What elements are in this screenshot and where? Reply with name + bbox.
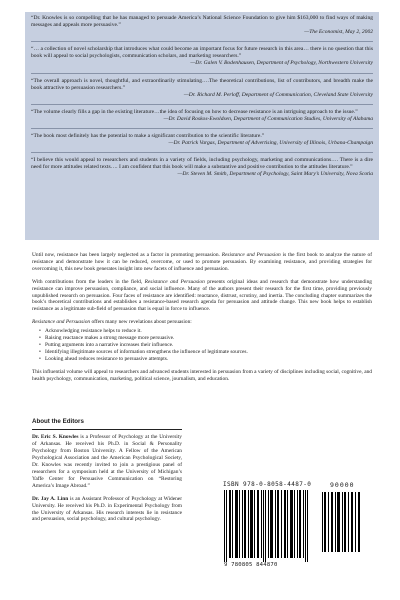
bullet-icon: • bbox=[39, 341, 41, 348]
book-description bbox=[32, 252, 372, 389]
editor-bio: Dr. Eric S. Knowles is a Professor of Psychology at the University of Arkansas. He received his Ph.D. in Social & Personality Psychology from Boston University. A Fellow of the American Psychological Association and the American Psychological Society, Dr. Knowles was recently invited to join a prestigious panel of researchers for a symposium held at the University of Michigan’s Yaffe Center for Persuasive Communication on “Restoring America’s Image Abroad.” bbox=[32, 434, 182, 489]
list-item bbox=[39, 342, 372, 349]
quote-text: “The book most definitely has the potential to make a significant contribution to the scientific literature.” bbox=[31, 133, 265, 140]
book-title: Resistance and Persuasion bbox=[221, 252, 281, 258]
revelations-list bbox=[32, 328, 372, 363]
endorsement-quote bbox=[31, 133, 373, 147]
list-item bbox=[39, 349, 372, 356]
endorsement-quote bbox=[31, 109, 373, 123]
editor-name: Dr. Jay A. Linn bbox=[32, 495, 69, 502]
list-item-text: Identifying illegitimate sources of information strengthens the influence of legitimate sources. bbox=[45, 348, 248, 355]
barcode-icon bbox=[218, 490, 373, 564]
quote-attribution: —Dr. Galen V. Bodenhausen, Department of Psychology, Northwestern University bbox=[190, 60, 373, 67]
quote-attribution: —Dr. Richard M. Perloff, Department of Communication, Cleveland State University bbox=[183, 91, 373, 98]
endorsement-quote bbox=[31, 78, 373, 99]
price-addon-digits: 90000 bbox=[330, 481, 355, 489]
endorsement-quote bbox=[31, 46, 373, 67]
editor-name: Dr. Eric S. Knowles bbox=[32, 434, 79, 440]
barcode-digits: 9 780805 844870 bbox=[224, 562, 278, 568]
description-paragraph: With contributions from the leaders in the field, Resistance and Persuasion presents original ideas and research that demonstrate how understanding resistance can improve persuasion, compliance, and social influence. Many of the authors present their research for the first time, providing previously unpublished research on persuasion. Four faces of resistance are identified: reactance, distrust, scrutiny, and inertia. The concluding chapter summarizes the book’s theoretical contributions and establishes a resistance-based research agenda for persuasion and attitude change. This new book helps to establish resistance as a legitimate sub-field of persuasion that is equal in force to influence. bbox=[32, 278, 372, 313]
quote-divider bbox=[31, 128, 373, 129]
bullet-icon: • bbox=[39, 355, 41, 362]
editors-divider bbox=[32, 429, 182, 430]
bullet-icon: • bbox=[39, 348, 41, 355]
list-item-text: Looking ahead reduces resistance to persuasive attempts. bbox=[45, 355, 169, 362]
list-item-text: Acknowledging resistance helps to reduce it. bbox=[45, 328, 142, 335]
editors-heading: About the Editors bbox=[32, 418, 84, 425]
endorsement-quote bbox=[31, 157, 373, 178]
list-item bbox=[39, 335, 372, 342]
revelations-intro: Resistance and Persuasion offers many new revelations about persuasion: bbox=[32, 319, 192, 326]
quote-text: “The overall approach is novel, thoughtful, and extraordinarily stimulating….The theoretical contributions, list of contributors, and breadth make the book attractive to persuasion researchers.” bbox=[31, 77, 373, 91]
list-item-text: Raising reactance makes a strong message more persuasive. bbox=[45, 335, 175, 342]
isbn-label: ISBN 978-0-8058-4487-0 bbox=[223, 481, 312, 488]
endorsement-quote bbox=[31, 15, 373, 36]
list-item bbox=[39, 356, 372, 363]
quote-divider bbox=[31, 104, 373, 105]
bullet-icon: • bbox=[39, 328, 41, 335]
isbn-barcode bbox=[218, 478, 373, 578]
quote-divider bbox=[31, 73, 373, 74]
book-title: Resistance and Persuasion bbox=[144, 278, 205, 285]
description-paragraph: Until now, resistance has been largely neglected as a factor in promoting persuasion. Resistance and Persuasion is the first book to analyze the nature of resistance and demonstrate how it can be reduced, overcome, or used to promote persuasion. By examining resistance, and providing strategies for overcoming it, this new book generates insight into new facets of influence and persuasion. bbox=[32, 252, 372, 272]
quote-divider bbox=[31, 41, 373, 42]
list-item bbox=[39, 328, 372, 335]
editor-bio: Dr. Jay A. Linn is an Assistant Professor of Psychology at Widener University. He received his Ph.D. in Experimental Psychology from the University of Arkansas. His research interests lie in resistance and persuasion, social psychology, and cultural psychology. bbox=[32, 495, 182, 523]
quote-text: “I believe this would appeal to researchers and students in a variety of fields, including psychology, marketing and communications…. There is a dire need for more attitudes related texts…. I am confident that this book will make a substantive and positive contribution to the attitudes literature.” bbox=[31, 157, 373, 171]
quote-attribution: —Dr. Steven M. Smith, Department of Psychology, Saint Mary’s University, Nova Scotia bbox=[177, 171, 373, 178]
quote-text: “The volume clearly fills a gap in the existing literature…the idea of focusing on how to decrease resistance is an intriguing approach to the issue.” bbox=[31, 108, 358, 115]
about-editors bbox=[32, 418, 182, 529]
quote-attribution: —Dr. David Roskos-Ewoldsen, Department of Communication Studies, University of Alabama bbox=[163, 115, 373, 122]
quote-attribution: —Dr. Patrick Vargas, Department of Advertising, University of Illinois, Urbana-Champaign bbox=[168, 140, 373, 147]
list-item-text: Putting arguments into a narrative increases their influence. bbox=[45, 341, 174, 348]
quote-text: “… a collection of novel scholarship that introduces what could become an important focus for future research in this area… there is no question that this book will appeal to social psychologists, communication scholars, and marketing researchers.” bbox=[31, 46, 373, 60]
quote-attribution: —The Economist, May 2, 2002 bbox=[304, 29, 373, 36]
book-title: Resistance and Persuasion bbox=[32, 319, 91, 326]
quote-divider bbox=[31, 152, 373, 153]
quote-text: “Dr. Knowles is so compelling that he has managed to persuade America’s National Science Foundation to give him $163,000 to find ways of making messages and appeals more persuasive.” bbox=[31, 15, 373, 29]
endorsements-box bbox=[25, 12, 379, 240]
bullet-icon: • bbox=[39, 335, 41, 342]
description-paragraph: This influential volume will appeal to researchers and advanced students interested in persuasion from a variety of disciplines including social, cognitive, and health psychology, communication, marketing, political science, journalism, and education. bbox=[32, 368, 372, 382]
